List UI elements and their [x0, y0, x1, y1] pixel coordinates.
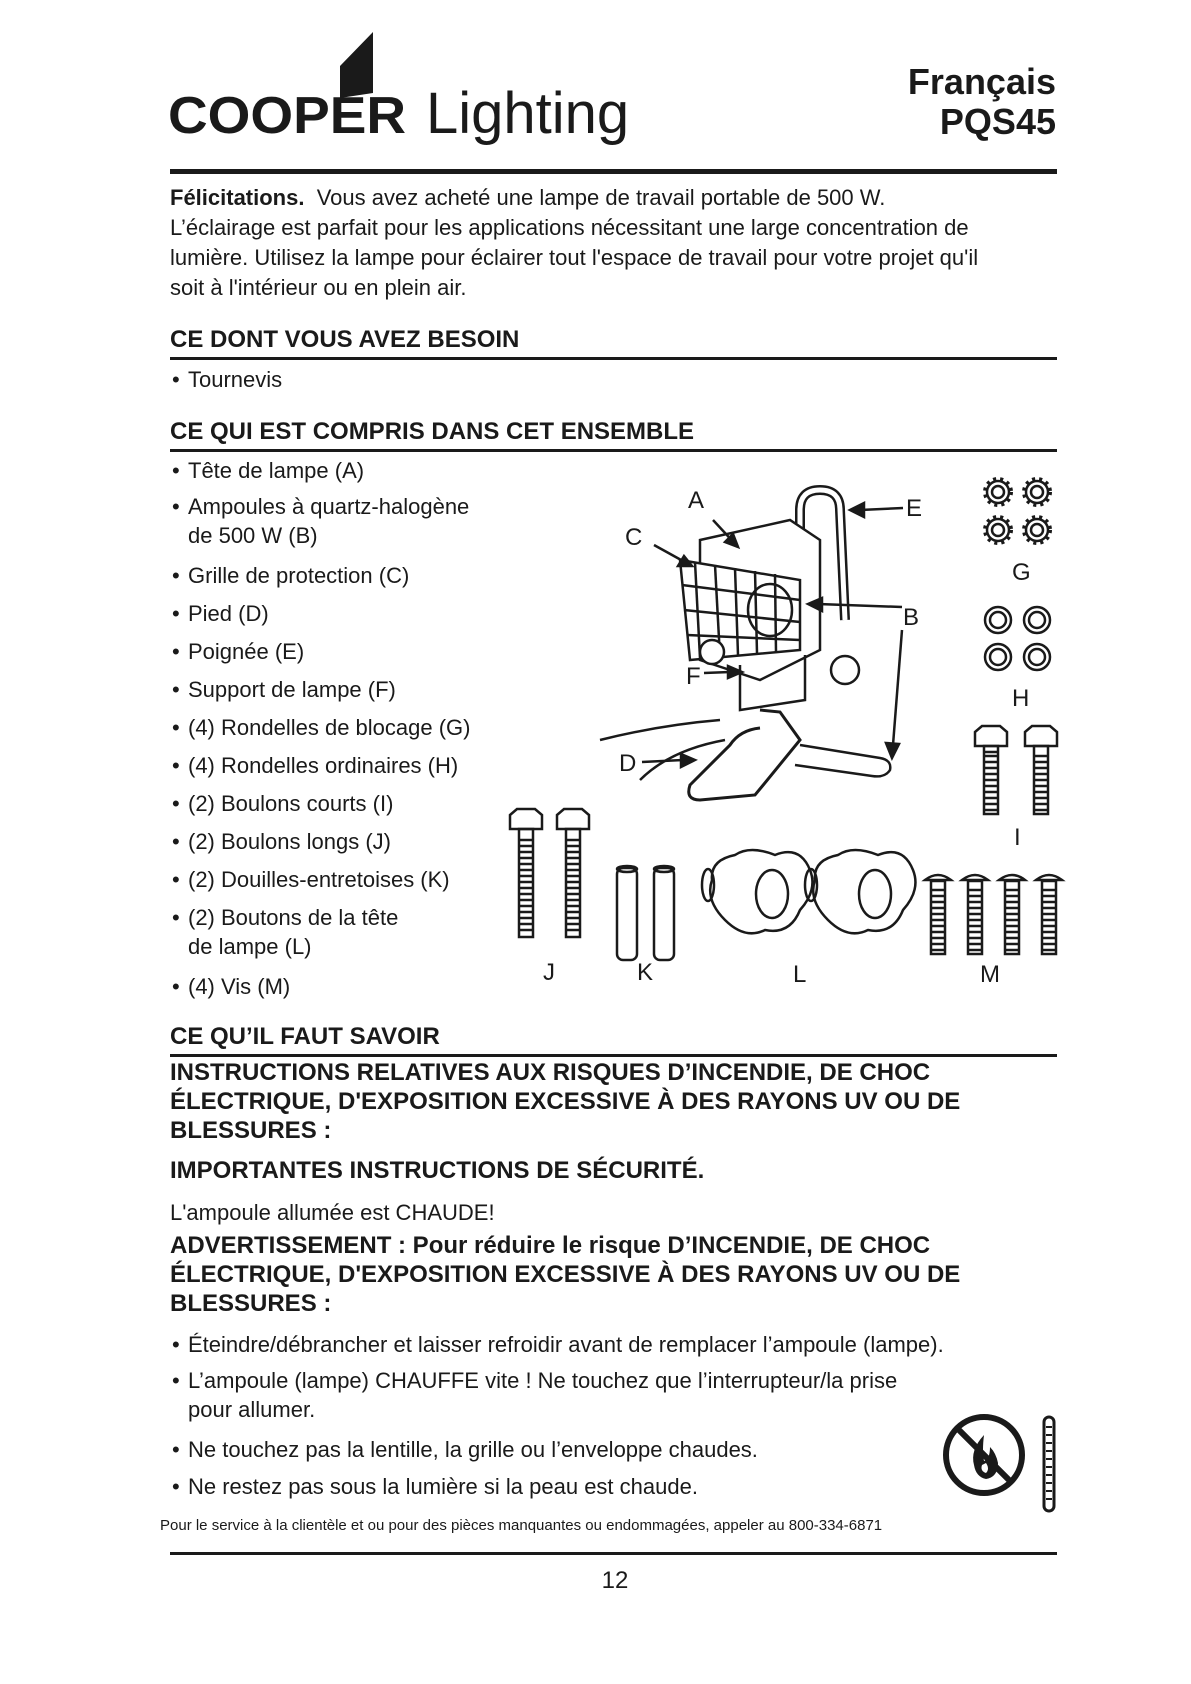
- diagram-label-a: A: [688, 487, 705, 514]
- page-number: 12: [601, 1567, 629, 1594]
- lock-washers: [985, 479, 1050, 543]
- intro-line4: soit à l'intérieur ou en plein air.: [170, 275, 467, 300]
- diagram-label-i: I: [1014, 824, 1021, 851]
- safety-bullet: • Ne touchez pas la lentille, la grille ou l’enveloppe chaudes.: [172, 1437, 758, 1462]
- contents-item-b: • Ampoules à quartz-halogène de 500 W (B): [172, 494, 470, 548]
- warning-block-1: INSTRUCTIONS RELATIVES AUX RISQUES D’INCENDIE, DE CHOC ÉLECTRIQUE, D'EXPOSITION EXCESSIVE À DES RAYONS UV OU DE BLESSURES :: [170, 1059, 961, 1144]
- diagram-label-g: G: [1012, 559, 1031, 586]
- intro-line2: L’éclairage est parfait pour les applications nécessitant une large concentration de: [170, 215, 969, 240]
- important-instructions: IMPORTANTES INSTRUCTIONS DE SÉCURITÉ.: [170, 1157, 705, 1184]
- contents-item-j: • (2) Boulons longs (J): [172, 829, 391, 854]
- service-note: Pour le service à la clientèle et ou pour des pièces manquantes ou endommagées, appeler au 800-334-6871: [160, 1517, 883, 1534]
- safety-bullet: • L’ampoule (lampe) CHAUFFE vite ! Ne touchez que l’interrupteur/la prise pour allumer.: [172, 1368, 898, 1422]
- diagram-label-h: H: [1012, 685, 1030, 712]
- parts-diagram: [490, 460, 1070, 1000]
- brand-light-text: Lighting: [426, 81, 630, 146]
- diagram-label-c: C: [625, 524, 643, 551]
- intro-lead: Félicitations.: [170, 185, 305, 210]
- contents-rule: [170, 449, 1057, 452]
- contents-item-c: • Grille de protection (C): [172, 563, 410, 588]
- know-heading: CE QU’IL FAUT SAVOIR: [170, 1023, 440, 1050]
- diagram-label-e: E: [906, 495, 923, 522]
- model-label: PQS45: [939, 101, 1056, 142]
- diagram-label-d: D: [619, 750, 637, 777]
- safety-bullet: • Éteindre/débrancher et laisser refroidir avant de remplacer l’ampoule (lampe).: [172, 1332, 944, 1357]
- brand-bold-text: COOPER: [168, 87, 406, 145]
- header-rule: [170, 169, 1057, 174]
- contents-item-f: • Support de lampe (F): [172, 677, 396, 702]
- flat-washers: [985, 607, 1050, 670]
- contents-item-i: • (2) Boulons courts (I): [172, 791, 394, 816]
- diagram-label-l: L: [793, 961, 807, 988]
- short-bolts: [975, 726, 1057, 814]
- needs-item: • Tournevis: [172, 367, 283, 392]
- language-model: [908, 62, 1056, 142]
- diagram-label-m: M: [980, 961, 1000, 988]
- lamp-head-knobs: [702, 850, 915, 933]
- diagram-label-b: B: [903, 604, 920, 631]
- intro-line3: lumière. Utilisez la lampe pour éclairer tout l'espace de travail pour votre projet qu'il: [170, 245, 979, 270]
- diagram-label-j: J: [543, 959, 555, 986]
- needs-heading: CE DONT VOUS AVEZ BESOIN: [170, 326, 520, 353]
- cooper-lighting-logo: [168, 30, 648, 160]
- contents-item-a: • Tête de lampe (A): [172, 458, 365, 483]
- know-rule: [170, 1054, 1057, 1057]
- diagram-label-f: F: [686, 663, 701, 690]
- contents-item-m: • (4) Vis (M): [172, 974, 291, 999]
- intro-paragraph: [170, 183, 1050, 303]
- thermometer-icon: [1040, 1415, 1060, 1515]
- needs-rule: [170, 357, 1057, 360]
- language-label: Français: [907, 61, 1056, 102]
- hot-bulb-note: L'ampoule allumée est CHAUDE!: [170, 1200, 495, 1225]
- contents-heading: CE QUI EST COMPRIS DANS CET ENSEMBLE: [170, 418, 695, 445]
- spacer-sleeves: [617, 866, 674, 960]
- contents-item-k: • (2) Douilles-entretoises (K): [172, 867, 450, 892]
- contents-item-h: • (4) Rondelles ordinaires (H): [172, 753, 459, 778]
- intro-line1: Vous avez acheté une lampe de travail portable de 500 W.: [316, 185, 886, 210]
- lamp-stand: [689, 710, 800, 800]
- contents-item-e: • Poignée (E): [172, 639, 305, 664]
- contents-item-d: • Pied (D): [172, 601, 269, 626]
- diagram-label-k: K: [637, 959, 654, 986]
- screws: [925, 875, 1062, 954]
- footer-rule: [170, 1552, 1057, 1555]
- warning-block-2: ADVERTISSEMENT : Pour réduire le risque D’INCENDIE, DE CHOC ÉLECTRIQUE, D'EXPOSITION EXCESSIVE À DES RAYONS UV OU DE BLESSURES :: [170, 1232, 961, 1317]
- safety-bullet: • Ne restez pas sous la lumière si la peau est chaude.: [172, 1474, 698, 1499]
- contents-item-l: • (2) Boutons de la tête de lampe (L): [172, 905, 399, 959]
- contents-item-g: • (4) Rondelles de blocage (G): [172, 715, 471, 740]
